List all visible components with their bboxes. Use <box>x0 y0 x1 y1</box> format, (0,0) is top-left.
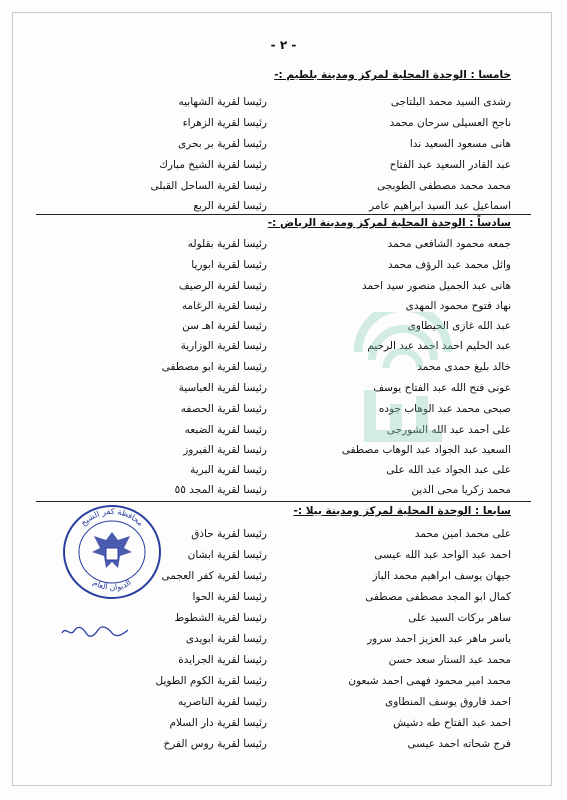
person-name: عبد الحليم احمد احمد عبد الرحيم <box>367 340 511 352</box>
person-role: رئيساً لقرية الفيروز <box>183 444 267 456</box>
list-item <box>0 382 567 402</box>
list-item <box>0 738 567 758</box>
person-role: رئيساً لقرية الساحل القبلى <box>150 180 267 192</box>
section-header-bila <box>251 505 511 517</box>
seal-top-text: محافظة كفر الشيخ <box>78 506 146 528</box>
list-item <box>0 238 567 258</box>
person-name: جيهان يوسف ابراهيم محمد الباز <box>372 570 511 582</box>
list-item <box>0 675 567 695</box>
seal-bottom-text: الديوان العام <box>91 577 133 593</box>
person-role: رئيساً لقرية الشيخ مبارك <box>159 159 267 171</box>
person-role: رئيساً لقرية الوزارية <box>180 340 267 352</box>
person-role: رئيساً لقرية الرصيف <box>178 280 267 292</box>
person-role: رئيساً لقرية دار السلام <box>169 717 267 729</box>
person-role: رئيساً لقرية ابشان <box>187 549 267 561</box>
person-name: عونى فتح الله عبد الفتاح يوسف <box>373 382 511 394</box>
person-name: عبد القادر السعيد عبد الفتاح <box>389 159 511 171</box>
person-role: رئيساً لقرية الزهراء <box>182 117 267 129</box>
person-role: رئيساً لقرية الكوم الطويل <box>155 675 267 687</box>
list-item <box>0 654 567 674</box>
person-name: احمد عبد الفتاح طه دشيش <box>393 717 511 729</box>
person-role: رئيساً لقرية الحوا <box>192 591 267 603</box>
person-name: وائل محمد عبد الرؤف محمد <box>388 259 511 271</box>
list-item <box>0 300 567 320</box>
person-name: اسماعيل عبد السيد ابراهيم عامر <box>369 200 511 212</box>
list-item <box>0 180 567 200</box>
person-role: رئيساً لقرية ابويدى <box>185 633 267 645</box>
section-title: خامسا : الوحدة المحلية لمركز ومدينة بلطيم :- <box>274 69 511 81</box>
person-role: رئيساً لقرية الناصريه <box>177 696 267 708</box>
person-name: هانى مسعود السعيد ندا <box>409 138 511 150</box>
person-name: رشدى السيد محمد البلتاجى <box>390 96 511 108</box>
person-name: محمد عبد الستار سعد حسن <box>388 654 511 666</box>
svg-text:محافظة كفر الشيخ <box>79 507 145 528</box>
person-role: رئيساً لقرية ابوريا <box>191 259 267 271</box>
person-role: رئيساً لقرية الربع <box>193 200 267 212</box>
list-item <box>0 96 567 116</box>
person-role: رئيساً لقرية بر بحرى <box>177 138 267 150</box>
person-name: محمد امير محمود فهمى احمد شبعون <box>348 675 511 687</box>
person-name: خالد بليغ حمدى محمد <box>417 361 511 373</box>
list-item <box>0 717 567 737</box>
person-name: ساهر بركات السيد على <box>408 612 511 624</box>
list-item <box>0 138 567 158</box>
person-name: صبحى محمد عبد الوهاب جوده <box>378 403 511 415</box>
page-number: - ٢ - <box>270 38 297 52</box>
list-item <box>0 424 567 444</box>
watermark-logo-icon <box>348 312 458 462</box>
person-name: ناجح العسيلى سرحان محمد <box>389 117 511 129</box>
svg-text:الديوان العام <box>91 578 132 592</box>
person-name: السعيد عبد الجواد عبد الوهاب مصطفى <box>341 444 511 456</box>
person-role: رئيساً لقرية المجد ٥٥ <box>174 484 267 496</box>
list-item <box>0 259 567 279</box>
person-name: جمعه محمود الشافعى محمد <box>387 238 511 250</box>
list-item <box>0 444 567 464</box>
person-name: محمد محمد مصطفى الطوبجى <box>377 180 511 192</box>
person-name: نهاد فتوح محمود المهدى <box>405 300 511 312</box>
person-name: على محمد امين محمد <box>414 528 511 540</box>
person-role: رئيساً لقرية الجرايدة <box>178 654 267 666</box>
person-role: رئيساً لقرية البرية <box>190 464 267 476</box>
person-name: كمال ابو المجد مصطفى مصطفى <box>365 591 511 603</box>
section-title: سادساً : الوحدة المحلية لمركز ومدينة الرياض :- <box>267 217 511 229</box>
person-role: رئيساً لقرية كفر العجمى <box>161 570 267 582</box>
person-role: رئيساً لقرية الضبعه <box>184 424 267 436</box>
list-item <box>0 464 567 484</box>
list-item <box>0 361 567 381</box>
person-name: ياسر ماهر عبد العزيز احمد سرور <box>367 633 511 645</box>
section-divider <box>36 214 531 215</box>
list-item <box>0 340 567 360</box>
person-role: رئيساً لقرية الحصفه <box>180 403 267 415</box>
section-header-riyadh <box>251 217 511 229</box>
person-role: رئيساً لقرية حاذق <box>191 528 267 540</box>
person-name: على عبد الجواد عبد الله على <box>386 464 511 476</box>
person-name: احمد فاروق يوسف المنطاوى <box>385 696 511 708</box>
person-role: رئيساً لقرية روس الفرخ <box>163 738 267 750</box>
person-name: احمد عبد الواحد عبد الله عيسى <box>374 549 511 561</box>
list-item <box>0 696 567 716</box>
signature-icon <box>60 624 130 638</box>
person-role: رئيساً لقرية بقلوله <box>187 238 267 250</box>
list-item <box>0 280 567 300</box>
list-item <box>0 320 567 340</box>
list-item <box>0 117 567 137</box>
person-role: رئيساً لقرية ابو مصطفى <box>161 361 267 373</box>
person-name: هانى عبد الجميل منصور سيد احمد <box>362 280 511 292</box>
section-title: سابعا : الوحدة المحلية لمركز ومدينة بيلا :- <box>293 505 511 517</box>
eagle-seal-icon <box>60 500 164 600</box>
person-role: رئيساً لقرية الشطوط <box>174 612 267 624</box>
person-name: عبد الله غازى الحيطاوى <box>407 320 511 332</box>
person-role: رئيساً لقرية العباسية <box>178 382 267 394</box>
section-header-baltim <box>251 69 511 81</box>
person-name: فرج شحاته احمد عيسى <box>407 738 511 750</box>
person-role: رئيساً لقرية الشهابيه <box>178 96 267 108</box>
person-role: رئيساً لقرية اهـ سن <box>182 320 267 332</box>
list-item <box>0 159 567 179</box>
list-item <box>0 403 567 423</box>
person-name: محمد زكريا محى الدين <box>411 484 511 496</box>
person-name: على أحمد عبد الله الشورجى <box>386 424 511 436</box>
person-role: رئيساً لقرية الرغامه <box>181 300 267 312</box>
